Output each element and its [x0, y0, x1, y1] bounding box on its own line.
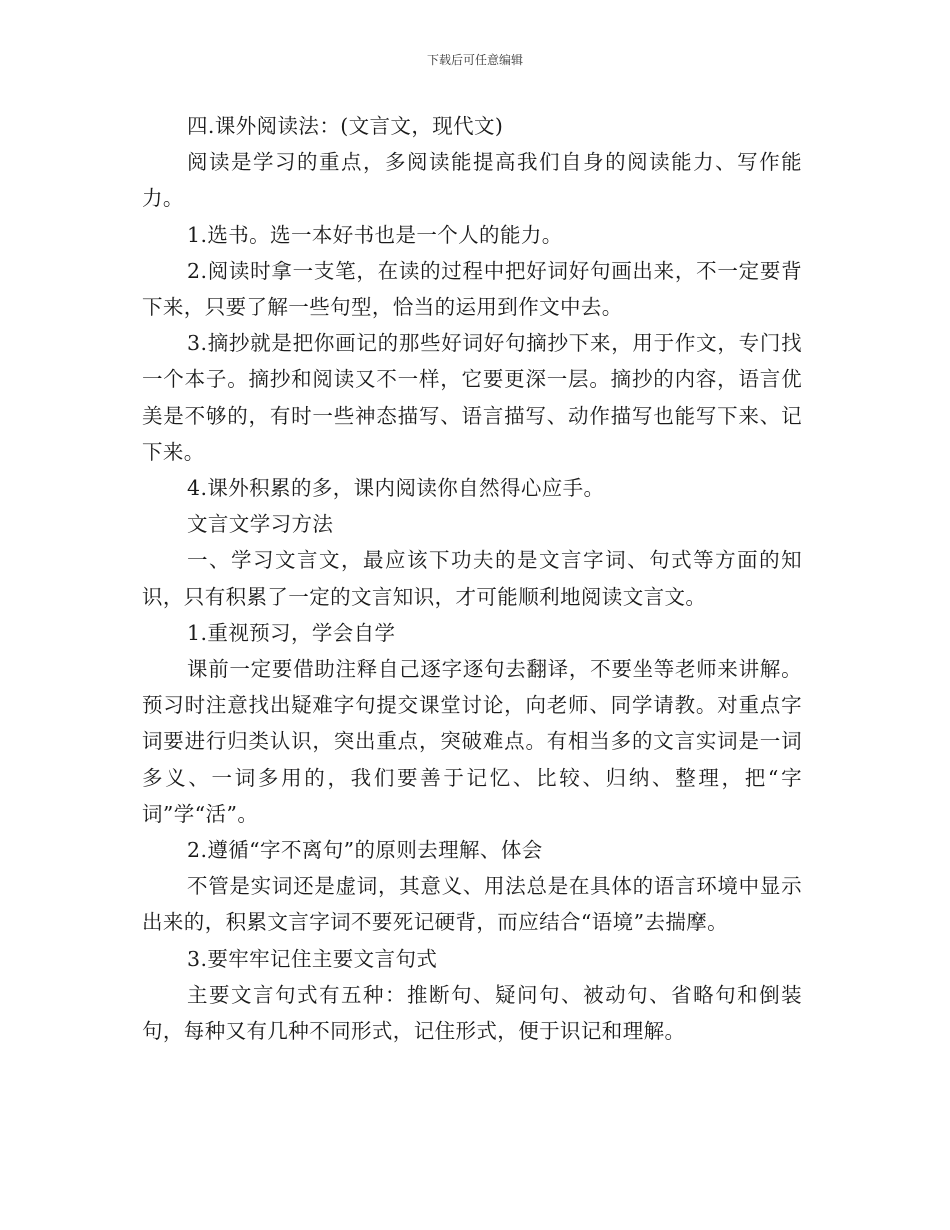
paragraph: 课前一定要借助注释自己逐字逐句去翻译，不要坐等老师来讲解。预习时注意找出疑难字句提交课堂讨论，向老师、同学请教。对重点字词要进行归类认识，突出重点，突破难点。有相当多的文言实词是一词多义、一词多用的，我们要善于记忆、比较、归纳、整理，把“字词”学“活”。 [142, 657, 802, 826]
list-item: 2.阅读时拿一支笔，在读的过程中把好词好句画出来，不一定要背下来，只要了解一些句型，恰当的运用到作文中去。 [142, 258, 802, 320]
list-item: 3.要牢牢记住主要文言句式 [187, 946, 438, 971]
list-item: 1.选书。选一本好书也是一个人的能力。 [187, 222, 563, 247]
list-item: 2.遵循“字不离句”的原则去理解、体会 [187, 838, 543, 863]
paragraph: 阅读是学习的重点，多阅读能提高我们自身的阅读能力、写作能力。 [142, 150, 802, 211]
page-header: 下载后可任意编辑 [426, 53, 523, 67]
paragraph: 主要文言句式有五种：推断句、疑问句、被动句、省略句和倒装句，每种又有几种不同形式，记住形式，便于识记和理解。 [142, 982, 802, 1044]
list-item: 4.课外积累的多，课内阅读你自然得心应手。 [187, 476, 605, 501]
section-heading-extracurricular-reading: 四.课外阅读法：(文言文，现代文) [187, 114, 504, 138]
section-heading-classical-chinese: 文言文学习方法 [187, 512, 334, 537]
list-item: 3.摘抄就是把你画记的那些好词好句摘抄下来，用于作文，专门找一个本子。摘抄和阅读又不一样，它要更深一层。摘抄的内容，语言优美是不够的，有时一些神态描写、语言描写、动作描写也能写下来、记下来。 [142, 331, 802, 464]
list-item: 1.重视预习，学会自学 [187, 620, 396, 645]
document-body [142, 108, 802, 1049]
paragraph: 不管是实词还是虚词，其意义、用法总是在具体的语言环境中显示出来的，积累文言字词不要死记硬背，而应结合“语境”去揣摩。 [142, 874, 802, 935]
paragraph: 一、学习文言文，最应该下功夫的是文言字词、句式等方面的知识，只有积累了一定的文言知识，才可能顺利地阅读文言文。 [142, 548, 802, 609]
